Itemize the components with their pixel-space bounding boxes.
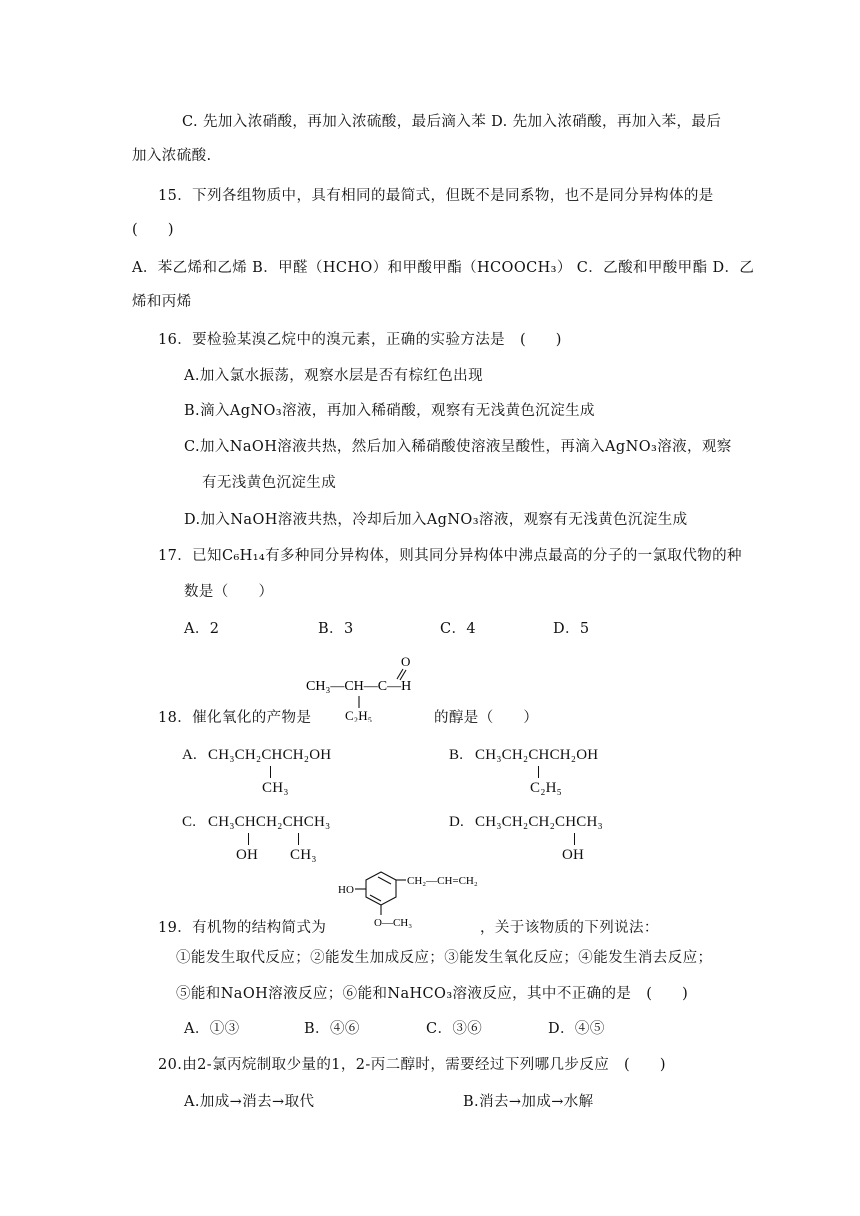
q14-option-c-d: C. 先加入浓硝酸，再加入浓硫酸，最后滴入苯 D. 先加入浓硝酸，再加入苯，最后 [182, 114, 722, 130]
svg-text:O—CH₃: O—CH₃ [374, 917, 413, 929]
q19-option-d: D．④⑤ [548, 1021, 605, 1037]
q20-option-a: A.加成→消去→取代 [184, 1094, 315, 1110]
q19-option-c: C．③⑥ [426, 1021, 483, 1037]
q17-stem-cont: 数是（ ） [184, 584, 274, 600]
q18-option-b-sub: C₂H₅ [530, 780, 563, 796]
q18-option-d-formula: CH₃CH₂CH₂CHCH₃ [475, 814, 603, 830]
q18-option-c-sub1: OH [236, 847, 259, 863]
q20-stem: 20.由2-氯丙烷制取少量的1，2-丙二醇时，需要经过下列哪几步反应 ( ) [158, 1057, 666, 1073]
q19-eugenol-structure [318, 860, 488, 934]
q18-option-b-label: B. [449, 747, 464, 763]
svg-text:HO: HO [338, 884, 354, 896]
q18-option-b-formula: CH₃CH₂CHCH₂OH [475, 747, 599, 763]
q18-option-a-label: A. [182, 747, 197, 763]
q18-stem-end: 的醇是（ ） [434, 710, 539, 726]
q20-option-b: B.消去→加成→水解 [463, 1094, 594, 1110]
q18-option-c-label: C. [182, 814, 197, 830]
q16-stem: 16．要检验某溴乙烷中的溴元素，正确的实验方法是 ( ) [158, 332, 562, 348]
q16-option-b: B.滴入AgNO₃溶液，再加入稀硝酸，观察有无浅黄色沉淀生成 [184, 403, 595, 419]
q18-option-c-bond2 [298, 833, 299, 845]
svg-text:C₂H₅: C₂H₅ [345, 708, 373, 722]
q18-option-c-formula: CH₃CHCH₂CHCH₃ [208, 814, 331, 830]
q17-option-d: D．5 [553, 621, 590, 637]
q14-option-d-cont: 加入浓硫酸. [132, 148, 212, 164]
q16-option-c-cont: 有无浅黄色沉淀生成 [202, 475, 337, 491]
svg-text:CH₃—CH—C—H: CH₃—CH—C—H [306, 679, 412, 694]
q19-option-b: B．④⑥ [304, 1021, 360, 1037]
q16-option-d: D.加入NaOH溶液共热，冷却后加入AgNO₃溶液，观察有无浅黄色沉淀生成 [184, 512, 688, 528]
q16-option-c: C.加入NaOH溶液共热，然后加入稀硝酸使溶液呈酸性，再滴入AgNO₃溶液，观察 [184, 439, 732, 455]
q18-option-d-label: D. [449, 814, 464, 830]
q16-option-a: A.加入氯水振荡，观察水层是否有棕红色出现 [184, 368, 483, 384]
q15-paren: ( ) [132, 222, 174, 238]
q15-options-cont: 烯和丙烯 [132, 294, 192, 310]
q18-option-c-bond1 [248, 833, 249, 845]
q17-option-a: A．2 [184, 621, 220, 637]
q17-stem: 17．已知C₆H₁₄有多种同分异构体，则其同分异构体中沸点最高的分子的一氯取代物的种 [158, 548, 742, 564]
q17-option-b: B．3 [318, 621, 354, 637]
q19-stem: 19．有机物的结构简式为 [158, 920, 327, 936]
q18-option-a-bond [270, 766, 271, 778]
svg-text:O: O [401, 654, 411, 669]
svg-text:CH₂—CH=CH₂: CH₂—CH=CH₂ [407, 875, 478, 887]
q19-statements-1: ①能发生取代反应；②能发生加成反应；③能发生氧化反应；④能发生消去反应； [176, 950, 713, 966]
q19-statements-2: ⑤能和NaOH溶液反应；⑥能和NaHCO₃溶液反应，其中不正确的是 ( ) [176, 986, 689, 1002]
q15-stem: 15．下列各组物质中，具有相同的最简式，但既不是同系物，也不是同分异构体的是 [158, 188, 714, 204]
q19-option-a: A．①③ [184, 1021, 240, 1037]
q18-option-d-sub: OH [562, 847, 585, 863]
q18-option-b-bond [538, 766, 539, 778]
q17-option-c: C．4 [440, 621, 477, 637]
q18-option-a-sub: CH₃ [262, 780, 289, 796]
q19-stem-end: ，关于该物质的下列说法： [480, 920, 659, 936]
q18-option-a-formula: CH₃CH₂CHCH₂OH [208, 747, 332, 763]
q15-options: A．苯乙烯和乙烯 B．甲醛（HCHO）和甲酸甲酯（HCOOCH₃） C．乙酸和甲酸甲酯 D．乙 [132, 260, 755, 276]
q18-product-structure [300, 650, 440, 722]
q18-stem: 18．催化氧化的产物是 [158, 710, 312, 726]
q18-option-c-sub2: CH₃ [290, 847, 317, 863]
q18-option-d-bond [574, 833, 575, 845]
